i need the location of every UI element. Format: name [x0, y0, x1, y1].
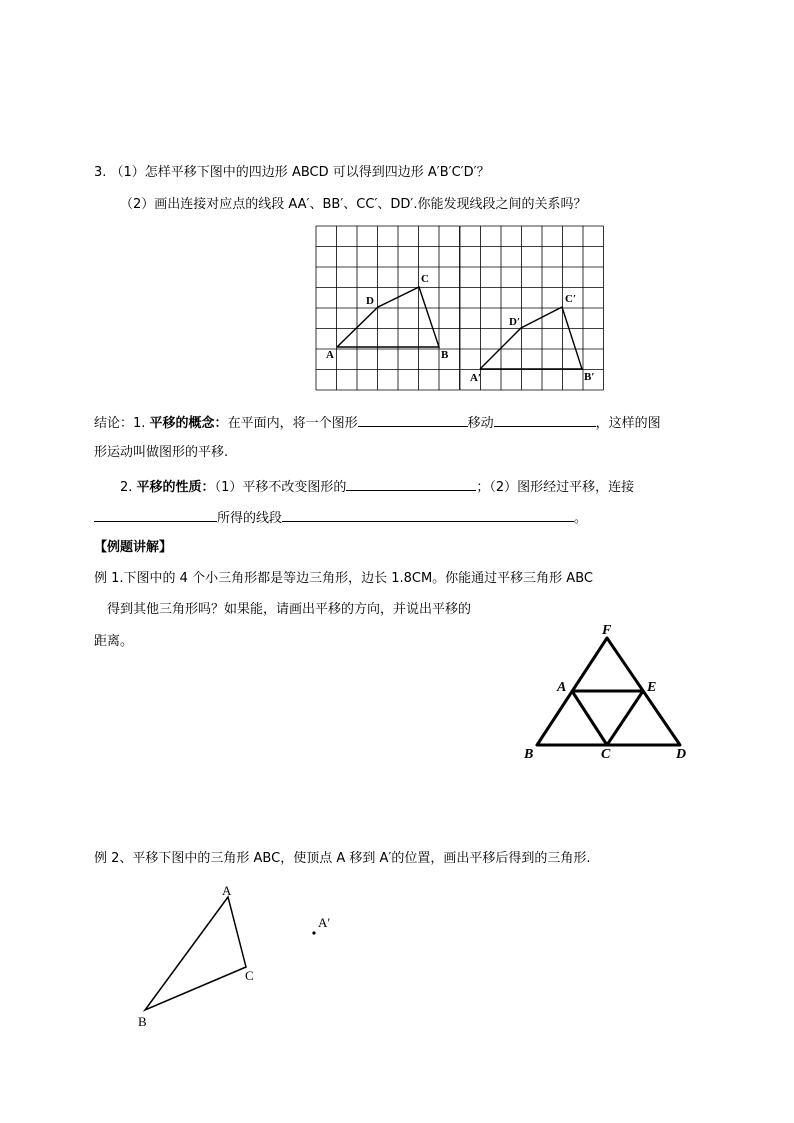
- label-F: F: [602, 623, 612, 638]
- examples-heading: 【例题讲解】: [94, 540, 173, 555]
- label-C2: C: [245, 968, 254, 983]
- concept-label: 平移的概念：: [149, 416, 228, 431]
- label-A1: A: [557, 680, 567, 695]
- label-E: E: [647, 680, 657, 695]
- label-C: C: [421, 273, 429, 285]
- label-A-prime: A′: [470, 372, 482, 384]
- label-B1: B: [524, 747, 534, 762]
- conclusion-prefix: 结论：1.: [94, 416, 146, 431]
- ex1-line1: 例 1.下图中的 4 个小三角形都是等边三角形，边长 1.8CM。你能通过平移三角形 ABC: [94, 571, 593, 586]
- q3-line1: 3. （1）怎样平移下图中的四边形 ABCD 可以得到四边形 A′B′C′D′？: [94, 165, 490, 180]
- label-D1: D: [676, 747, 687, 762]
- concept-text2: 移动: [467, 416, 494, 431]
- label-B2: B: [138, 1014, 147, 1029]
- conclusion-line2: 形运动叫做图形的平移.: [94, 445, 229, 460]
- label-C1: C: [601, 747, 611, 762]
- prop-text3: 所得的线段: [217, 511, 283, 526]
- label-A: A: [326, 349, 334, 361]
- triangle-abc: [145, 897, 246, 1010]
- ex2-line1: 例 2、平移下图中的三角形 ABC，使顶点 A 移到 A′的位置，画出平移后得到的三角形.: [94, 851, 591, 866]
- label-C-prime: C′: [565, 293, 577, 305]
- prop-text2: ；（2）图形经过平移，连接: [476, 480, 635, 495]
- concept-text3: ，这样的图: [595, 416, 661, 431]
- prop-text1: （1）平移不改变图形的: [214, 480, 347, 495]
- label-A-prime2: A′: [318, 915, 331, 930]
- q3-line2: （2）画出连接对应点的线段 AA′、BB′、CC′、DD′.你能发现线段之间的关系吗？: [120, 197, 587, 212]
- label-D: D: [366, 295, 374, 307]
- ex1-line2: 得到其他三角形吗？如果能，请画出平移的方向，并说出平移的: [107, 602, 472, 617]
- prop-text4: 。: [574, 511, 588, 526]
- label-B: B: [441, 349, 449, 361]
- prop-label: 平移的性质：: [136, 480, 215, 495]
- concept-text1: 在平面内，将一个图形: [227, 416, 358, 431]
- point-A-prime: [312, 931, 315, 934]
- label-A2: A: [222, 883, 232, 898]
- label-D-prime: D′: [509, 316, 521, 328]
- ex1-line3: 距离。: [94, 634, 134, 649]
- label-B-prime: B′: [584, 371, 595, 383]
- prop-num: 2.: [120, 480, 133, 495]
